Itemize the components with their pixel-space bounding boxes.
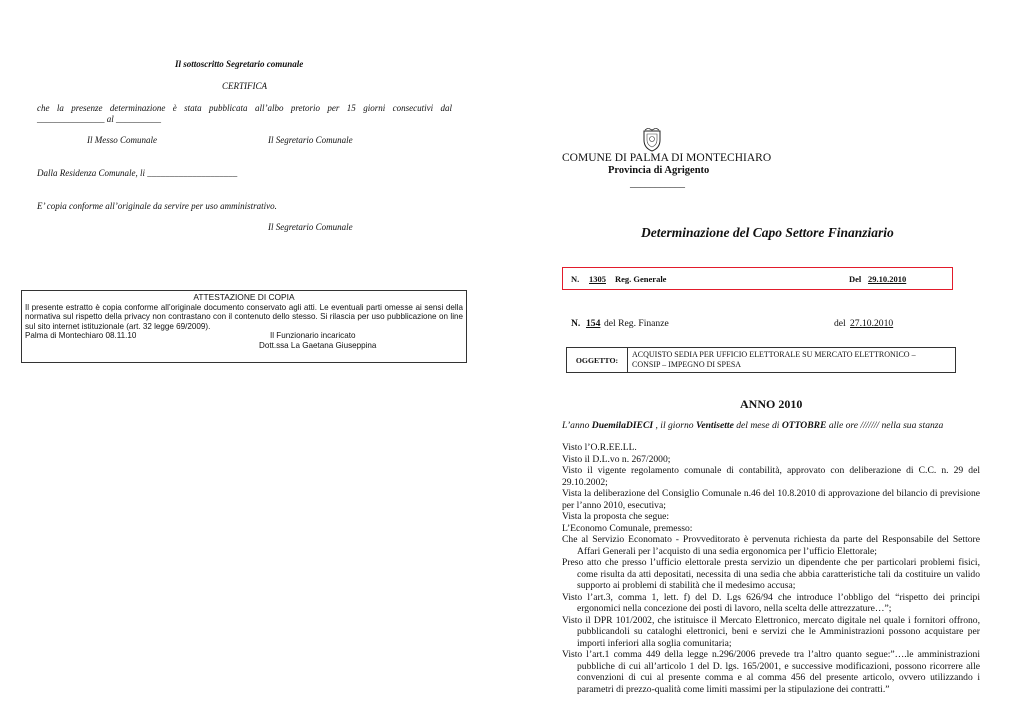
residenza-line: Dalla Residenza Comunale, li ____________________ [37, 168, 238, 178]
intro-year: DuemilaDIECI [591, 420, 654, 431]
provincia-name: Provincia di Agrigento [608, 165, 710, 176]
oggetto-label: OGGETTO: [567, 348, 628, 372]
body-paragraph: Visto l’art.1 comma 449 della legge n.296/2006 prevede tra l’altro quanto segue:”….le amministrazioni pubbliche di cui all’articolo 1 del D. lgs. 165/2001, e successive modificazioni, possono ricorrere alle convenzioni di cui al presente comma e al comma 456 del presente articolo, ovvero utilizzando i parametri di prezzo-qualità come limiti massimi per la stipulazione dei contratti.” [562, 649, 980, 695]
attestazione-title: ATTESTAZIONE DI COPIA [193, 292, 295, 302]
body-paragraph: Preso atto che presso l’ufficio elettorale presta servizio un dipendente che per particolari problemi fisici, come risulta da atti depositati, necessita di una sedia che abbia caratteristiche tali da costituire un valido supporto ai problemi di stabilità che il medesimo accusa; [562, 557, 980, 591]
body-paragraph: L’Economo Comunale, premesso: [562, 522, 693, 534]
body-paragraph: Che al Servizio Economato - Provveditorato è pervenuta richiesta da parte del Responsabile del Settore Affari Generali per l’acquisto di una sedia ergonomica per l’ufficio Elettorale; [562, 534, 980, 557]
oggetto-box [566, 347, 956, 373]
certification-title: Il sottoscritto Segretario comunale [175, 59, 304, 69]
messo-comunale-label: Il Messo Comunale [87, 135, 157, 145]
reg-finanze-label: del Reg. Finanze [604, 318, 669, 329]
attestazione-box [21, 290, 467, 363]
body-paragraph: Visto il vigente regolamento comunale di contabilità, approvato con deliberazione di C.C. n. 29 del 29.10.2002; [562, 465, 980, 488]
attestazione-body: Il presente estratto è copia conforme all’originale documento conservato agli atti. Le eventuali parti omesse ai sensi della normativa sul rispetto della privacy non contrastano con il contenuto dello stesso. Si rilascia per uso pubblicazione on line sul sito internet istituzionale (art. 32 legge 69/2009). [25, 302, 463, 331]
segretario-comunale-label: Il Segretario Comunale [268, 135, 353, 145]
attestazione-officer-title: Il Funzionario incaricato [270, 331, 356, 341]
determination-title: Determinazione del Capo Settore Finanziario [641, 225, 894, 240]
anno-heading: ANNO 2010 [740, 397, 803, 411]
certification-text-line1: che la presenze determinazione è stata pubblicata all’albo pretorio per 15 giorni consecutivi dal [37, 103, 452, 113]
reg-generale-n-label: N. [571, 274, 580, 284]
intro-line: L’anno DuemilaDIECI , il giorno Ventisette del mese di OTTOBRE alle ore /////// nella sua stanza [562, 420, 944, 431]
reg-generale-del-label: Del [849, 274, 862, 284]
oggetto-text-line2: CONSIP – IMPEGNO DI SPESA [632, 360, 742, 369]
attestazione-place-date: Palma di Montechiaro 08.11.10 [25, 331, 137, 341]
reg-generale-box [562, 267, 953, 290]
body-paragraph: Vista la proposta che segue: [562, 511, 670, 522]
body-paragraph: Visto il DPR 101/2002, che istituisce il Mercato Elettronico, mercato digitale nel quale i fornitori offrono, pubblicandoli su cataloghi elettronici, beni e servizi che le Amministrazioni possono acquistare per importi inferiori alla soglia comunitaria; [562, 614, 980, 649]
intro-day: Ventisette [696, 420, 734, 431]
reg-finanze-n-label: N. [571, 318, 581, 329]
body-paragraph: Vista la deliberazione del Consiglio Comunale n.46 del 10.8.2010 di approvazione del bilancio di previsione per l’anno 2010, esecutiva; [562, 488, 980, 511]
reg-finanze-date: 27.10.2010 [850, 318, 894, 329]
attestazione-officer-name: Dott.ssa La Gaetana Giuseppina [259, 341, 377, 351]
oggetto-text-line1: ACQUISTO SEDIA PER UFFICIO ELETTORALE SU MERCATO ELETTRONICO – [632, 350, 916, 359]
body-paragraph: Visto il D.L.vo n. 267/2000; [562, 453, 671, 465]
reg-generale-date: 29.10.2010 [868, 274, 907, 284]
comune-name: COMUNE DI PALMA DI MONTECHIARO [562, 152, 772, 164]
reg-finanze-del-label: del [834, 318, 846, 329]
body-paragraph: Visto l’art.3, comma 1, lett. f) del D. Lgs 626/94 che introduce l’obbligo del “rispetto dei principi ergonomici nella concezione dei posti di lavoro, nella scelta delle attrezzature…”; [562, 591, 980, 614]
reg-generale-label: Reg. Generale [615, 274, 667, 284]
reg-finanze-number: 154 [586, 318, 601, 329]
certification-text-line2: _______________ al __________ [37, 114, 162, 124]
body-text [562, 442, 980, 695]
certifica-heading: CERTIFICA [222, 81, 267, 91]
intro-month: OTTOBRE [781, 420, 827, 431]
body-paragraph: Visto l’O.R.EE.LL. [562, 442, 637, 453]
copia-conforme-text: E’ copia conforme all’originale da servire per uso amministrativo. [37, 201, 277, 211]
reg-generale-number: 1305 [589, 274, 606, 284]
coat-of-arms-emblem [641, 128, 663, 152]
header-rule: ___________ [630, 178, 685, 189]
segretario-comunale-label-2: Il Segretario Comunale [268, 222, 353, 232]
